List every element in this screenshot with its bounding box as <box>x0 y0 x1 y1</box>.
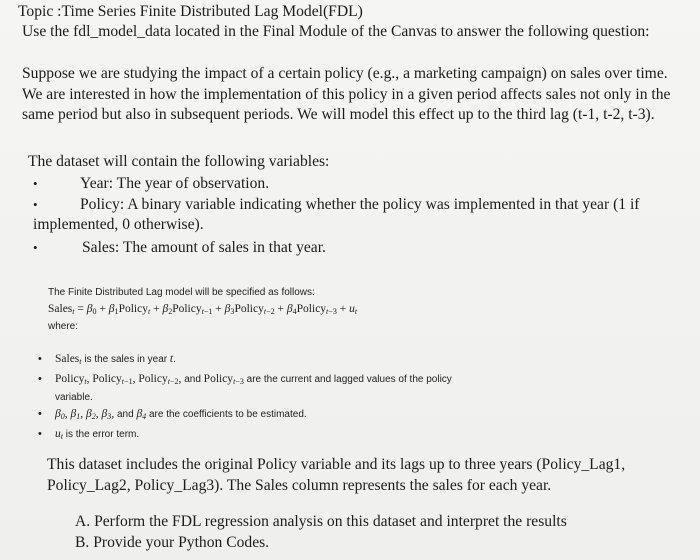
definition-text: is the sales in year <box>84 354 168 365</box>
task-a <box>75 512 567 533</box>
bullet: • <box>38 373 42 385</box>
bullet: • <box>38 408 42 420</box>
intro-paragraph: Use the fdl_model_data located in the Final Module of the Canvas to answer the following question: <box>22 23 650 40</box>
bullet: • <box>33 240 38 255</box>
bullet: • <box>38 353 42 365</box>
dataset-intro: The dataset will contain the following variables: <box>28 153 330 170</box>
task-text: Perform the FDL regression analysis on this dataset and interpret the results <box>94 513 567 530</box>
document-page: Topic :Time Series Finite Distributed Lag Model(FDL) Use the fdl_model_data located in the Final Module of the Canvas to answer the following question: Suppose we are studying the impact of a certain policy (e.g., a marketing campaign) on sales over time. We are interested in how the implementation of this policy in a given period affects sales not only in the same period but also in subsequent periods. We will model this effect up to the third lag (t-1, t-2, t-3). The dataset will contain the following variables: • Year: The year of observation. • Policy: A binary variable indicating whether the policy was implemented in that year (1 if implemented, 0 otherwise). • Sales: The amount of sales in that year. The Finite Distributed Lag model will be specified as follows: Sales$_t$ = $\beta_0$ + $\beta_1Policy_t$ + $\beta_2Policy_{t-1}$ + $\beta_3Policy_{t-2}$ + $\beta_4Policy_{t-3} + u_t$ where: • Sales$_t$ is the sales in year t. • Policy$_t$, Policy$_{t-1}$, Policy$_{t-2}$, and Policy$_{t-3}$ are the current and lagged values of the policy variable. • $\beta_0$, $\beta_1$, $\beta_2$, $\beta_3$, and $\beta_4$ are the coefficients to be estimated. • $u_t$ is the error term. This dataset includes the original Policy variable and its lags up to three years (Policy_Lag1, Policy_Lag2, Policy_Lag3). The Sales column represents the sales for each year. A. Perform the FDL regression analysis on this dataset and interpret the results B. Provide your Python Codes. <box>0 0 700 560</box>
where-label: where: <box>48 321 79 332</box>
bullet: • <box>33 176 38 191</box>
topic-heading: Topic :Time Series Finite Distributed Lag Model(FDL) <box>18 3 363 20</box>
variable-text-continued: implemented, 0 otherwise). <box>33 216 204 233</box>
model-intro: The Finite Distributed Lag model will be specified as follows: <box>48 287 315 298</box>
scenario-paragraph: Suppose we are studying the impact of a certain policy (e.g., a marketing campaign) on sales over time. We are interested in how the implementation of this policy in a given period affects sales not only in the same period but also in subsequent periods. We will model this effect up to the third lag (t-1, t-2, t-3). <box>22 65 671 123</box>
task-label: B. <box>75 534 90 551</box>
task-label: A. <box>75 513 91 530</box>
variable-text: Year: The year of observation. <box>80 175 270 192</box>
definition-text: is the error term. <box>65 429 140 440</box>
variable-text: Policy: A binary variable indicating whether the policy was implemented in that year (1 if <box>80 196 640 213</box>
task-text: Provide your Python Codes. <box>93 534 270 551</box>
definition-text: are the current and lagged values of the policy <box>246 374 452 385</box>
variable-text: Sales: The amount of sales in that year. <box>82 239 326 256</box>
definition-text-continued: variable. <box>55 392 93 403</box>
dataset-note-paragraph: This dataset includes the original Policy variable and its lags up to three years (Policy_Lag1, Policy_Lag2, Policy_Lag3). The Sales column represents the sales for each year. <box>47 456 626 494</box>
model-equation: Sales$_t$ = $\beta_0$ + $\beta_1Policy_t$ + $\beta_2Policy_{t-1}$ + $\beta_3Policy_{t-2}$ + $\beta_4Policy_{t-3} + u_t$ <box>48 303 358 316</box>
bullet: • <box>33 197 38 212</box>
definition-text: are the coefficients to be estimated. <box>148 409 307 420</box>
task-b <box>75 533 269 554</box>
bullet: • <box>38 428 42 440</box>
